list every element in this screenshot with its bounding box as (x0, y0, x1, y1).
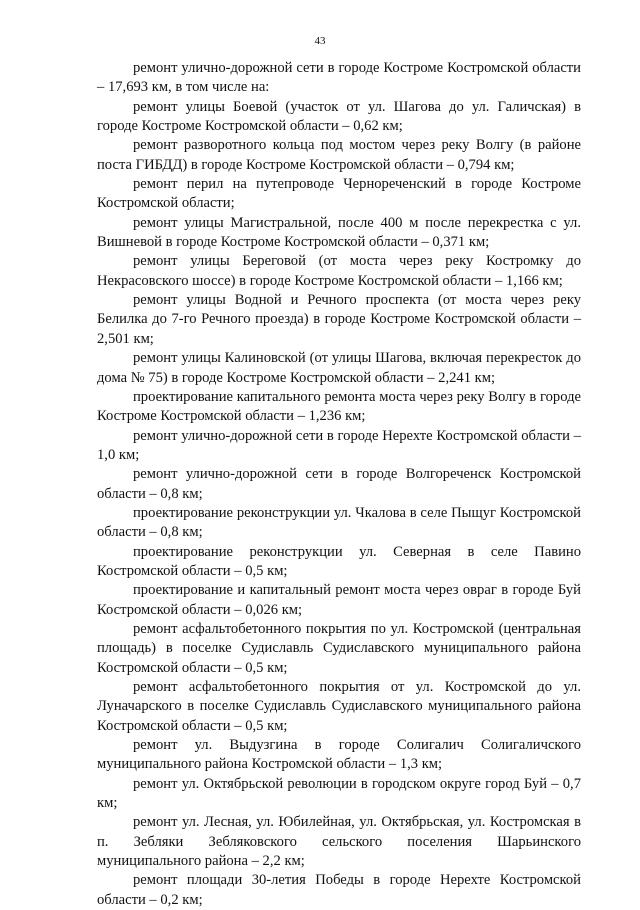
paragraph: ремонт перил на путепроводе Чернореченский в городе Костроме Костромской области; (97, 176, 581, 212)
paragraph: ремонт улично-дорожной сети в городе Волгореченск Костромской области – 0,8 км; (97, 466, 581, 502)
paragraph: ремонт ул. Выдузгина в городе Солигалич Солигаличского муниципального района Костромской области – 1,3 км; (97, 737, 581, 773)
paragraph: проектирование и капитальный ремонт моста через овраг в городе Буй Костромской области – 0,026 км; (97, 582, 581, 618)
paragraph: ремонт улицы Магистральной, после 400 м после перекрестка с ул. Вишневой в городе Костроме Костромской области – 0,371 км; (97, 214, 581, 251)
paragraph: ремонт улицы Водной и Речного проспекта (от моста через реку Белилка до 7-го Речного проезда) в городе Костроме Костромской области – 2,501 км; (97, 292, 581, 347)
paragraph: ремонт улично-дорожной сети в городе Костроме Костромской области – 17,693 км, в том числе на: (97, 60, 581, 96)
paragraph: проектирование капитального ремонта моста через реку Волгу в городе Костроме Костромской области – 1,236 км; (97, 388, 581, 425)
paragraph: ремонт асфальтобетонного покрытия по ул. Костромской (центральная площадь) в поселке Судиславль Судиславского муниципального района Костромской области – 0,5 км; (97, 620, 581, 676)
paragraph: проектирование реконструкции ул. Северная в селе Павино Костромской области – 0,5 км; (97, 543, 581, 579)
paragraph: ремонт ул. Лесная, ул. Юбилейная, ул. Октябрьская, ул. Костромская в п. Зебляки Зебляковского сельского поселения Шарьинского муниципального района – 2,2 км; (97, 814, 581, 870)
paragraph: ремонт асфальтобетонного покрытия от ул. Костромской до ул. Луначарского в поселке Судиславль Судиславского муниципального района Костромской области – 0,5 км; (97, 679, 581, 734)
paragraph: ремонт улицы Боевой (участок от ул. Шагова до ул. Галичская) в городе Костроме Костромской области – 0,62 км; (97, 98, 581, 135)
paragraph: ремонт улицы Калиновской (от улицы Шагова, включая перекресток до дома № 75) в городе Костроме Костромской области – 2,241 км; (97, 350, 581, 386)
paragraph: ремонт разворотного кольца под мостом через реку Волгу (в районе поста ГИБДД) в городе Костроме Костромской области – 0,794 км; (97, 137, 581, 173)
document-body (97, 59, 581, 910)
paragraph: ремонт улицы Береговой (от моста через реку Костромку до Некрасовского шоссе) в городе Костроме Костромской области – 1,166 км; (97, 253, 581, 289)
paragraph: ремонт площади 30-летия Победы в городе Нерехте Костромской области – 0,2 км; (97, 872, 581, 908)
paragraph: проектирование реконструкции ул. Чкалова в селе Пыщуг Костромской области – 0,8 км; (97, 504, 581, 541)
paragraph: ремонт ул. Октябрьской революции в городском округе город Буй – 0,7 км; (97, 775, 581, 812)
paragraph: ремонт улично-дорожной сети в городе Нерехте Костромской области – 1,0 км; (97, 427, 581, 463)
page-number: 43 (314, 35, 326, 47)
